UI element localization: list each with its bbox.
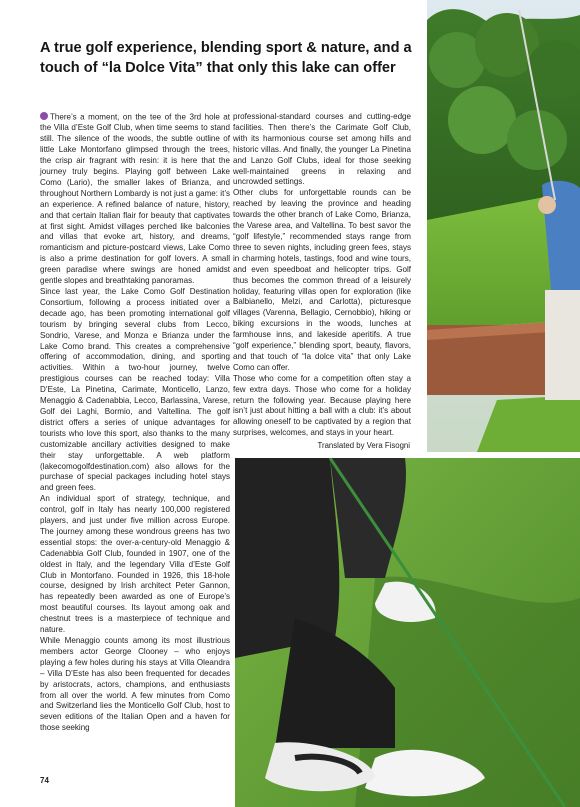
paragraph: Those who come for a competition often stay a few extra days. Those who come for a holiday return the following year. Because playing here isn’t just about hitting a ball with a club: it’s about allowing oneself to be captivated by a region that surprises, welcomes, and stays in your heart.: [233, 373, 411, 438]
paragraph: [40, 112, 230, 287]
article-headline: A true golf experience, blending sport & nature, and a touch of “la Dolce Vita” that only this lake can offer: [40, 40, 412, 76]
paragraph: professional-standard courses and cutting-edge facilities. Then there’s the Carimate Golf Club, with its harmonious course set among hills and historic villas. And finally, the younger La Pinetina and Lanzo Golf Clubs, ideal for those seeking well-maintained greens in relaxing and uncrowded settings.: [233, 112, 411, 187]
article-column-right: [233, 112, 411, 439]
translator-credit: Translated by Vera Fisogni: [317, 441, 410, 450]
photo-golfer-feet: [235, 458, 580, 807]
paragraph: An individual sport of strategy, technique, and control, golf in Italy has nearly 100,000 registered players, and just under five million across Europe. The journey among these wondrous greens has two essential stops: the over-a-century-old Menaggio & Cadenabbia Golf Club, founded in 1907, one of the oldest in Italy, and the legendary Villa d’Este Golf Club in Montorfano. Founded in 1926, this 18-hole course, designed by Irish architect Peter Gannon, has repeatedly been awarded as one of Europe’s most beautiful courses. Its layout among oak and chestnut trees is a masterpiece of technique and nature.: [40, 494, 230, 635]
page-number: 74: [40, 776, 49, 785]
photo-golfer-swinging: [427, 0, 580, 452]
paragraph: Since last year, the Lake Como Golf Destination Consortium, following a process initiated over a decade ago, has been promoting international golf tourism by bringing several clubs from Lecco, Sondrio, Varese, and Monza e Brianza under the Lake Como brand. This creates a comprehensive offering of accommodation, dining, and sporting activities. Within a two-hour journey, twelve prestigious courses can be reached today: Villa D’Este, La Pinetina, Carimate, Monticello, Lanzo, Menaggio & Cadenabbia, Lecco, Barlassina, Varese, Golf dei Laghi, Bormio, and Valtellina. The golf district offers a series of unique advantages for tourists who love this sport, also thanks to the many customizable ancillary activities designed to make their stay unforgettable. A web platform (lakecomogolfdestination.com) also allows for the purchase of special packages including hotel stays and green fees.: [40, 287, 230, 493]
bullet-dot-icon: [40, 112, 48, 120]
article-column-left: [40, 112, 230, 734]
paragraph-text: There’s a moment, on the tee of the 3rd hole at the Villa d’Este Golf Club, when time seems to stand still. The silence of the woods, the subtle outline of little Lake Montorfano glimpsed through the trees, the crisp air fragrant with resin: it is here that the journey truly begins. Playing golf between Lake Como (Lario), the smaller lakes of Brianza, and throughout Northern Lombardy is not just a game: it’s an experience. A refined balance of nature, history, and that certain Italian flair for beauty that captivates at first sight. Amidst villages perched like balconies and villas that evoke art, history, and dreams, romanticism and picture-postcard views, Lake Como is also a prime destination for golf lovers. A small green paradise where swings are honed amidst gentle slopes and breathtaking panoramas.: [40, 112, 230, 286]
paragraph: While Menaggio counts among its most illustrious members actor George Clooney – who enjoys playing a few holes during his stays at Villa Oleandra – Villa D’Este has also been frequented for decades by aristocrats, actors, champions, and enthusiasts from all over the world. A few minutes from Como and Switzerland lies the Monticello Golf Club, host to seven editions of the Italian Open and a haven for those seeking: [40, 636, 230, 733]
paragraph: Other clubs for unforgettable rounds can be reached by leaving the province and heading towards the other branch of Lake Como, Brianza, the Varese area, and Valtellina. To best savor the “golf lifestyle,” recommended stays range from three to seven nights, including green fees, stays in charming hotels, tastings, food and wine tours, and even speedboat and helicopter trips. Golf thus becomes the common thread of a leisurely holiday, featuring villas open for exploration (like Balbianello, Melzi, and Carlotta), picturesque villages (Varenna, Bellagio, Cernobbio), hiking or biking excursions in the woods, lunches at farmhouse inns, and lakeside aperitifs. A true “golf experience,” blending sport, beauty, flavors, and that touch of “la dolce vita” that only Lake Como can offer.: [233, 188, 411, 372]
